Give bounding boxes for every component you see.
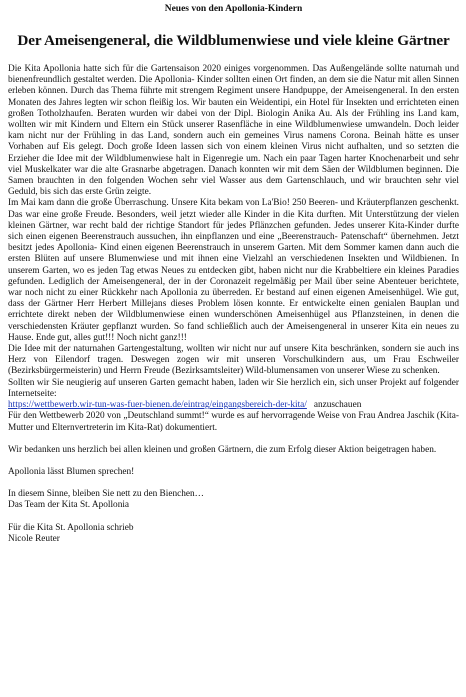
project-link[interactable]: https://wettbewerb.wir-tun-was-fuer-bienen.de/eintrag/eingangsbereich-der-kita/	[8, 400, 307, 411]
author-line-1: Für die Kita St. Apollonia schrieb	[8, 522, 134, 533]
closing-line-1: In diesem Sinne, bleiben Sie nett zu den Bienchen…	[8, 489, 204, 500]
spacer	[8, 456, 459, 467]
spacer	[8, 512, 459, 523]
link-suffix: anzuschauen	[306, 400, 362, 411]
closing-line-2: Das Team der Kita St. Apollonia	[8, 500, 130, 511]
paragraph-invitation: Sollten wir Sie neugierig auf unseren Garten gemacht haben, laden wir Sie herzlich ein, sich unser Projekt auf folgender Internetseite:	[8, 377, 459, 399]
spacer	[8, 434, 459, 445]
article-title: Der Ameisengeneral, die Wildblumenwiese und viele kleine Gärtner	[17, 32, 450, 49]
paragraph-documentation: Für den Wettbewerb 2020 von „Deutschland summt!“ wurde es auf hervorragende Weise von Frau Andrea Jaschik (Kita-Mutter und Elternvertreterin im Kita-Rat) dokumentiert.	[8, 411, 459, 433]
link-line	[8, 400, 459, 411]
paragraph-eilendorf: Die Idee mit der naturnahen Gartengestaltung, wollten wir nicht nur auf unsere Kita beschränken, sondern sie auch ins Herz von Eilendorf tragen. Deswegen zogen wir mit unseren Vorschulkindern aus, um Frau Eschweiler (Bezirksbürgermeisterin) und Herrn Freude (Bezirksamtsleiter) Wild-blumensamen von unserer Wiese zu schenken.	[8, 344, 459, 377]
spacer	[8, 478, 459, 489]
paragraph-surprise: Im Mai kam dann die große Überraschung. Unsere Kita bekam von La'Bio! 250 Beeren- und Kräuterpflanzen geschenkt. Das war eine große Freude. Besonders, weil jetzt wieder alle Kinder in die Kita durften. Mit Unterstützung der vielen kleinen Gärtner, war recht bald der richtige Standort für jedes Pflänzchen gefunden. Jedes unserer Kita-Kinder durfte sich einen eigenen Beerenstrauch aussuchen, ihn einpflanzen und eine „Beerenstrauch- Patenschaft“ übernehmen. Jetzt besitzt jedes Apollonia- Kind einen eigenen Beerenstrauch in unserem Garten. Mit dem Sommer kamen dann auch die ersten Blüten auf unsere Blumenwiese und mit ihnen eine Vielzahl an verschiedenen Insekten und Wildbienen. In unserem Garten, wo es jeden Tag etwas Neues zu entdecken gibt, haben nicht nur die Krabbeltiere ein kleines Paradies gefunden. Lediglich der Ameisengeneral, der in der Coronazeit regelmäßig per Mail über seine Abenteuer berichtete, war noch nicht zu einer Rückkehr nach Apollonia zu überreden. Er bestand auf einen eigenen Ameisenhügel. Wie gut, dass der Gärtner Herr Herbert Millejans dieses Problem lösen konnte. Er entwickelte einen genialen Bauplan und errichtete direkt neben der Wildblumenwiese einen wunderschönen Ameisenhügel aus Pflanzsteinen, in denen die verschiedensten Kräuter gepflanzt wurden. So fand schließlich auch der Ameisengeneral in unserer Kita ein neues zu Hause. Ende gut, alles gut!!! Noch nicht ganz!!!	[8, 198, 459, 343]
paragraph-motto: Apollonia lässt Blumen sprechen!	[8, 466, 135, 477]
paragraph-thanks: Wir bedanken uns herzlich bei allen kleinen und großen Gärtnern, die zum Erfolg dieser Aktion beigetragen haben.	[8, 444, 437, 455]
newsletter-header: Neues von den Apollonia-Kindern	[164, 4, 303, 14]
author-line-2: Nicole Reuter	[8, 533, 60, 544]
paragraph-intro: Die Kita Apollonia hatte sich für die Gartensaison 2020 einiges vorgenommen. Das Außengelände sollte naturnah und bienenfreundlich gestaltet werden. Die Apollonia- Kinder sollten einen Ort finden, an dem sie die Natur mit allen Sinnen erleben können. Durch das Thema führte mit strengem Regiment unsere Handpuppe, der Ameisengeneral. In den ersten Monaten des Jahres legten wir schon fleißig los. Wir bauten ein Weidentipi, ein Hotel für Insekten und errichteten einen großen Totholzhaufen. Beraten wurden wir dabei von der Dipl. Biologin Anika Au. Als der Frühling ins Land kam, wollten wir mit Kindern und Eltern ein Stück unserer Rasenfläche in eine Wildblumenwiese umwandeln. Doch leider kam nicht nur der Frühling in das Land, sondern auch ein gemeines Virus namens Corona. Beinah hätte es unser Vorhaben auf Eis gelegt. Doch große Ideen lassen sich von einem kleinen Virus nicht aufhalten, und so setzten die Erzieher die Idee mit der Wildblumenwiese halt in Eigenregie um. Nach ein paar Tagen harter Knochenarbeit und sehr viel Muskelkater war die alte Grasnarbe abgetragen. Danach konnten wir mit dem Säen der Wildblumen beginnen. Die Samen brauchten in den folgenden Wochen sehr viel Wasser aus dem Gartenschlauch, und wir brauchten sehr viel Geduld, bis sich das erste Grün zeigte.	[8, 64, 459, 198]
